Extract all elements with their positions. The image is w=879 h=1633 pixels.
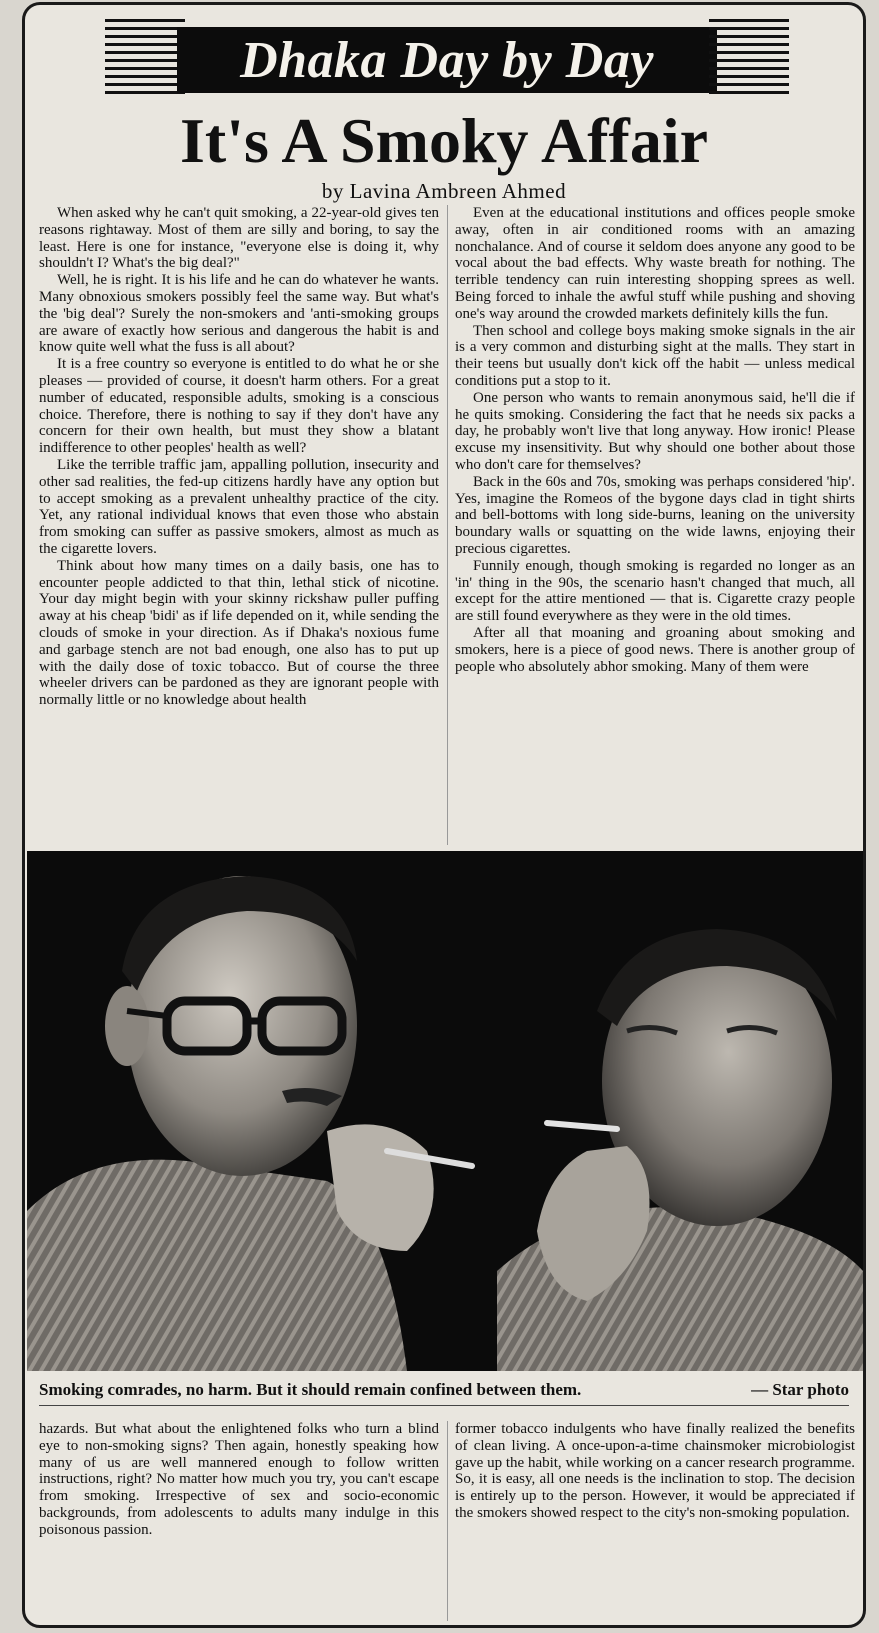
column-divider-top <box>447 205 448 845</box>
article-photo <box>27 851 863 1371</box>
paragraph: Well, he is right. It is his life and he can do whatever he wants. Many obnoxious smokers possibly feel the same way. But what's the 'big deal'? Surely the non-smokers and 'anti-smoking groups are aware of exactly how serious and dangerous the habit is and know quite well what the fuss is all about? <box>39 272 439 356</box>
paragraph: Like the terrible traffic jam, appalling pollution, insecurity and other sad realities, the fed-up citizens hardly have any option but to accept smoking as a prevalent unhealthy practice of the city. Yet, any rational individual knows that even those who abstain from smoking can suffer as passive smokers, almost as much as the cigarette lovers. <box>39 456 439 557</box>
paragraph: hazards. But what about the enlightened folks who turn a blind eye to non-smoking signs? Then again, honestly speaking how many of us are well mannered enough to follow written instructions, right? No matter how much you try, you can't escape from smoking. Irrespective of sex and socio-economic backgrounds, from adolescents to adults many indulge in this poisonous passion. <box>39 1421 439 1538</box>
photo-caption-row <box>39 1375 849 1406</box>
article-headline: It's A Smoky Affair <box>179 105 709 176</box>
section-banner <box>105 19 789 99</box>
column-divider-bottom <box>447 1421 448 1621</box>
paragraph: One person who wants to remain anonymous said, he'll die if he quits smoking. Considering the fact that he needs six packs a day, he probably won't live that long anyway. How ironic! Please excuse my insensitivity. But why should one bother about those who don't care for themselves? <box>455 389 855 473</box>
newspaper-clipping <box>22 2 866 1628</box>
paragraph: Think about how many times on a daily basis, one has to encounter people addicted to that thin, lethal stick of nicotine. Your day might begin with your skinny rickshaw puller puffing away at his cheap 'bidi' as if life depended on it, while sending the clouds of smoke in your direction. As if Dhaka's noxious fume and garbage stench are not bad enough, one also has to put up with the daily dose of toxic tobacco. But of course the three wheeler drivers can be pardoned as they are ignorant people with normally little or no knowledge about health <box>39 557 439 709</box>
paragraph: Then school and college boys making smoke signals in the air is a very common and disturbing sight at the malls. They start in their teens but usually don't kick off the habit — unless medical conditions put a stop to it. <box>455 322 855 389</box>
paragraph: After all that moaning and groaning about smoking and smokers, here is a piece of good news. There is another group of people who absolutely abhor smoking. Many of them were <box>455 624 855 675</box>
column-3 <box>39 1421 439 1621</box>
banner-box <box>177 27 717 93</box>
paragraph: former tobacco indulgents who have finally realized the benefits of clean living. A once-upon-a-time chainsmoker microbiologist gave up the habit, while working on a cancer research programme. So, it is easy, all one needs is the inclination to stop. The decision is entirely up to the person. However, it would be appreciated if the smokers showed respect to the city's non-smoking population. <box>455 1421 855 1521</box>
article-byline: by Lavina Ambreen Ahmed <box>321 179 567 203</box>
paragraph: Funnily enough, though smoking is regarded no longer as an 'in' thing in the 90s, the scenario hasn't changed that much, all except for the attire mentioned — that is. Cigarette crazy people are still found everywhere as they were in the old times. <box>455 557 855 625</box>
column-1 <box>39 205 439 845</box>
section-title: Dhaka Day by Day <box>240 31 654 89</box>
banner-rules-left <box>105 19 185 97</box>
banner-rules-right <box>709 19 789 97</box>
paragraph: It is a free country so everyone is entitled to do what he or she pleases — provided of course, it doesn't harm others. For a great number of educated, responsible adults, smoking is a conscious choice. Therefore, there is nothing to say if they don't have any concern for their own health, but must they show a blatant indifference to other peoples' health as well? <box>39 356 439 457</box>
photo-caption: Smoking comrades, no harm. But it should remain confined between them. <box>39 1380 582 1399</box>
paragraph: Back in the 60s and 70s, smoking was perhaps considered 'hip'. Yes, imagine the Romeos of the bygone days clad in tight shirts and bell-bottoms with long side-burns, leaning on the university boundary walls or squatting on the wide lawns, enjoying their precious cigarettes. <box>455 473 855 557</box>
photo-credit: — Star photo <box>751 1380 849 1399</box>
paragraph: When asked why he can't quit smoking, a 22-year-old gives ten reasons rightaway. Most of them are silly and boring, to say the least. Here is one for instance, "everyone else is doing it, why shouldn't I? What's the big deal?" <box>39 205 439 272</box>
paragraph: Even at the educational institutions and offices people smoke away, often in air conditioned rooms with an amazing nonchalance. And of course it seldom does anyone any good to be vocal about the bad effects. Why waste breath for nothing. The terrible tendency can ruin interesting shopping sprees as well. Being forced to inhale the awful stuff while pushing and shoving one's way around the crowded markets definitely kills the fun. <box>455 205 855 322</box>
column-4 <box>455 1421 855 1621</box>
photo-illustration <box>27 851 863 1371</box>
column-2 <box>455 205 855 845</box>
